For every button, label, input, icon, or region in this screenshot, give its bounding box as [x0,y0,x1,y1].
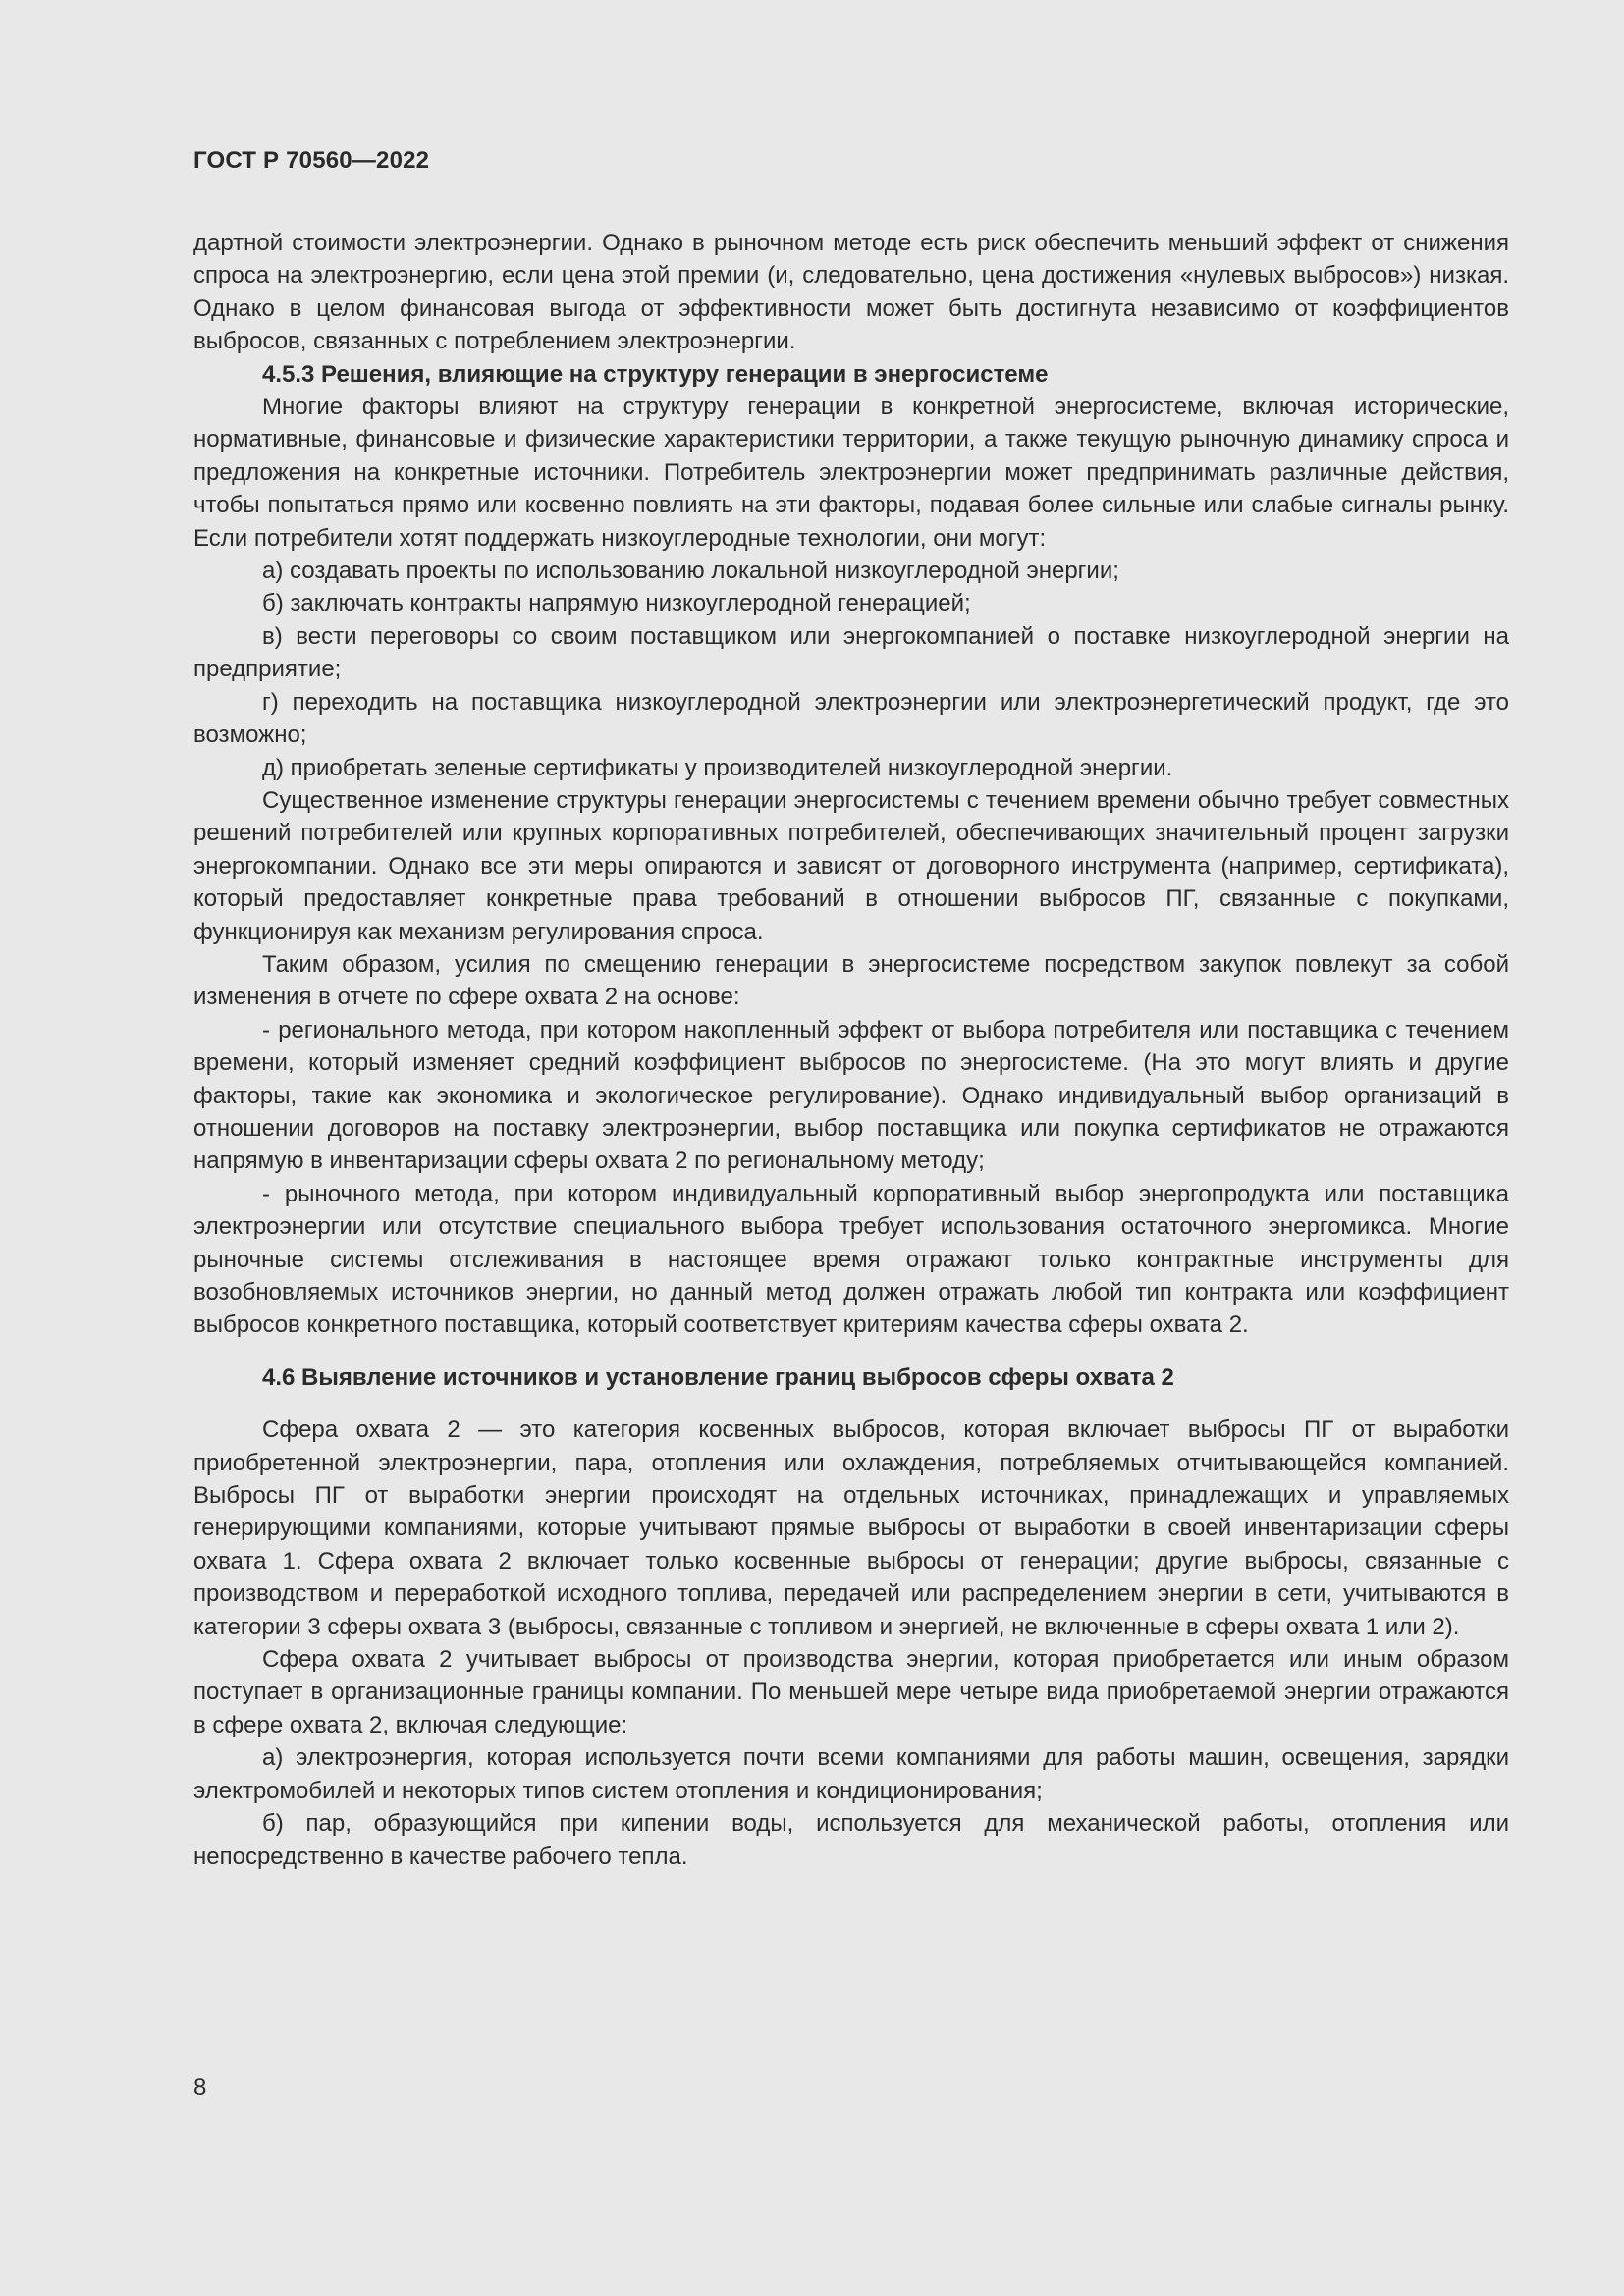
list-item: г) переходить на поставщика низкоуглеродной электроэнергии или электроэнергетический продукт, где это возможно; [193,688,1509,749]
section-heading-4-5-3: 4.5.3 Решения, влияющие на структуру генерации в энергосистеме [262,360,1049,388]
list-item: - регионального метода, при котором накопленный эффект от выбора потребителя или поставщика с течением времени, который изменяет средний коэффициент выбросов по энергосистеме. (На это могут влиять и другие факторы, такие как экономика и экологическое регулирование). Однако индивидуальный выбор организаций в отношении договоров на поставку электроэнергии, выбор поставщика или покупка сертификатов не отражаются напрямую в инвентаризации сферы охвата 2 по региональному методу; [193,1016,1509,1175]
list-item: б) заключать контракты напрямую низкоуглеродной генерацией; [262,590,971,617]
list-item: д) приобретать зеленые сертификаты у производителей низкоуглеродной энергии. [262,754,1173,781]
list-item: - рыночного метода, при котором индивидуальный корпоративный выбор энергопродукта или поставщика электроэнергии или отсутствие специального выбора требует использования остаточного энергомикса. Многие рыночные системы отслеживания в настоящее время отражают только контрактные инструменты для возобновляемых источников энергии, но данный метод должен отражать любой тип контракта или коэффициент выбросов конкретного поставщика, который соответствует критериям качества сферы охвата 2. [193,1180,1509,1339]
paragraph: Таким образом, усилия по смещению генерации в энергосистеме посредством закупок повлекут за собой изменения в отчете по сфере охвата 2 на основе: [193,950,1509,1011]
list-item: в) вести переговоры со своим поставщиком или энергокомпанией о поставке низкоуглеродной энергии на предприятие; [193,622,1509,683]
document-body [193,227,1509,1873]
list-item: а) создавать проекты по использованию локальной низкоуглеродной энергии; [262,558,1119,585]
list-item: б) пар, образующийся при кипении воды, используется для механической работы, отопления или непосредственно в качестве рабочего тепла. [193,1810,1509,1870]
paragraph: Сфера охвата 2 учитывает выбросы от производства энергии, которая приобретается или иным образом поступает в организационные границы компании. По меньшей мере четыре вида приобретаемой энергии отражаются в сфере охвата 2, включая следующие: [193,1646,1509,1738]
list-item: а) электроэнергия, которая используется почти всеми компаниями для работы машин, освещения, зарядки электромобилей и некоторых типов систем отопления и кондиционирования; [193,1744,1509,1804]
page-number: 8 [193,2074,207,2101]
paragraph: Многие факторы влияют на структуру генерации в конкретной энергосистеме, включая исторические, нормативные, финансовые и физические характеристики территории, а также текущую рыночную динамику спроса и предложения на конкретные источники. Потребитель электроэнергии может предпринимать различные действия, чтобы попытаться прямо или косвенно повлиять на эти факторы, подавая более сильные или слабые сигналы рынку. Если потребители хотят поддержать низкоуглеродные технологии, они могут: [193,394,1509,552]
paragraph: Сфера охвата 2 — это категория косвенных выбросов, которая включает выбросы ПГ от выработки приобретенной электроэнергии, пара, отопления или охлаждения, потребляемых отчитывающейся компанией. Выбросы ПГ от выработки энергии происходят на отдельных источниках, принадлежащих и управляемых генерирующими компаниями, которые учитывают прямые выбросы от выработки в своей инвентаризации сферы охвата 1. Сфера охвата 2 включает только косвенные выбросы от генерации; другие выбросы, связанные с производством и переработкой исходного топлива, передачей или распределением энергии в сети, учитываются в категории 3 сферы охвата 3 (выбросы, связанные с топливом и энергией, не включенные в сферы охвата 1 или 2). [193,1416,1509,1640]
paragraph-continuation: дартной стоимости электроэнергии. Однако в рыночном методе есть риск обеспечить меньший эффект от снижения спроса на электроэнергию, если цена этой премии (и, следовательно, цена достижения «нулевых выбросов») низкая. Однако в целом финансовая выгода от эффективности может быть достигнута независимо от коэффициентов выбросов, связанных с потреблением электроэнергии. [193,230,1509,355]
paragraph: Существенное изменение структуры генерации энергосистемы с течением времени обычно требует совместных решений потребителей или крупных корпоративных потребителей, обеспечивающих значительный процент загрузки энергокомпании. Однако все эти меры опираются и зависят от договорного инструмента (например, сертификата), который предоставляет конкретные права требований в отношении выбросов ПГ, связанные с покупками, функционируя как механизм регулирования спроса. [193,786,1509,945]
document-header: ГОСТ Р 70560—2022 [193,147,430,174]
section-heading-4-6: 4.6 Выявление источников и установление границ выбросов сферы охвата 2 [262,1363,1174,1391]
